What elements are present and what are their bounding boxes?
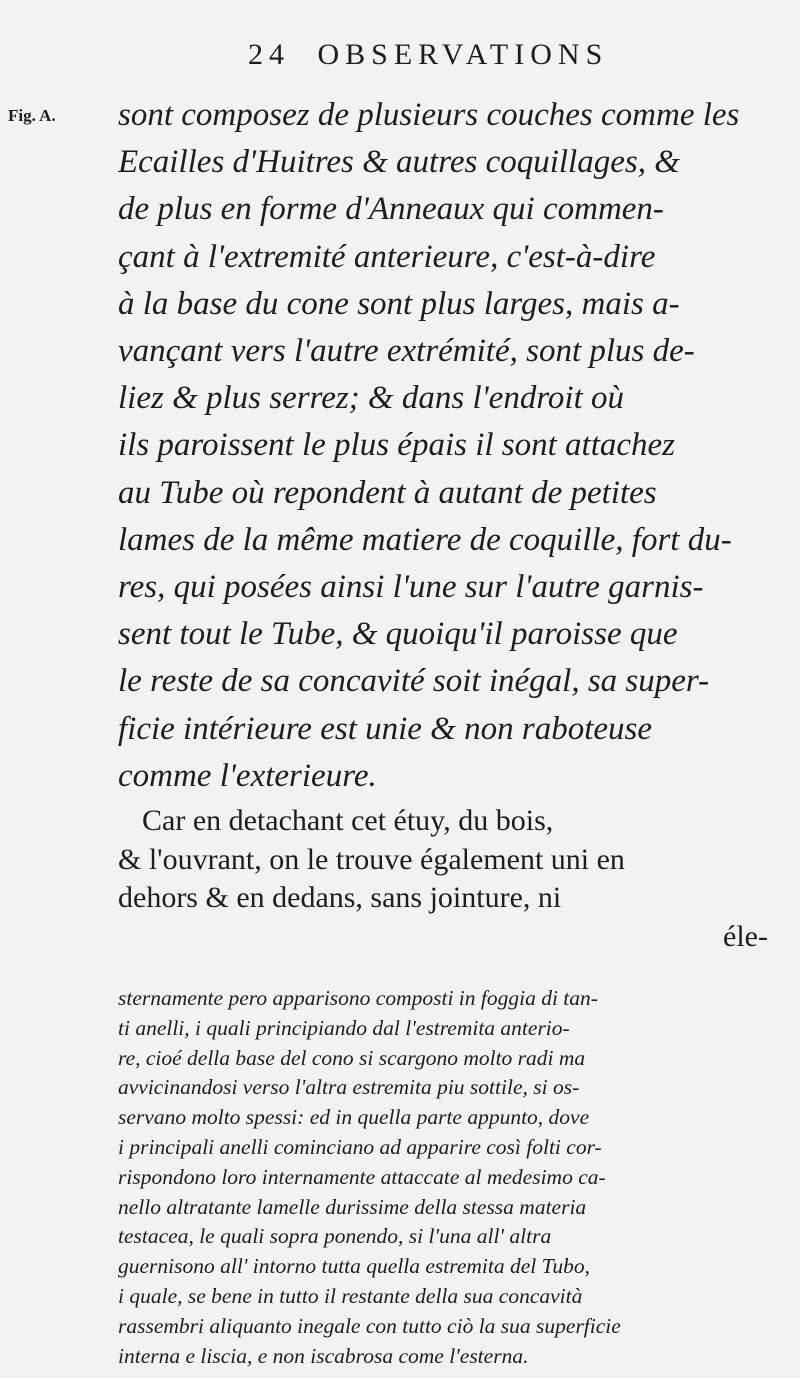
page-number: 24 <box>248 38 290 71</box>
figure-reference: Fig. A. <box>8 106 56 125</box>
text-line: sent tout le Tube, & quoiqu'il paroisse que <box>118 616 678 653</box>
text-line: rassembri aliquanto inegale con tutto ciò la sua superficie <box>118 1313 621 1338</box>
text-line: de plus en forme d'Anneaux qui commen- <box>118 191 664 228</box>
text-line: ils paroissent le plus épais il sont attachez <box>118 427 676 464</box>
text-line: le reste de sa concavité soit inégal, sa super- <box>118 663 710 700</box>
french-roman-paragraph <box>118 802 778 956</box>
text-line: rispondono loro internamente attaccate al medesimo ca- <box>118 1164 606 1189</box>
text-line: re, cioé della base del cono si scargono molto radi ma <box>118 1045 586 1070</box>
text-line: interna e liscia, e non iscabrosa come l'esterna. <box>118 1343 529 1368</box>
catchword: éle- <box>723 919 768 953</box>
text-line: testacea, le quali sopra ponendo, si l'una all' altra <box>118 1224 552 1249</box>
text-line: lames de la même matiere de coquille, fort du- <box>118 521 732 558</box>
text-line: ficie intérieure est unie & non raboteuse <box>118 710 652 747</box>
text-line: au Tube où repondent à autant de petites <box>118 474 657 511</box>
text-line: dehors & en dedans, sans jointure, ni <box>118 881 562 914</box>
text-line: çant à l'extremité anterieure, c'est-à-dire <box>118 238 656 275</box>
running-header <box>248 38 608 72</box>
text-line: Car en detachant cet étuy, du bois, <box>142 804 554 837</box>
italian-footnote <box>118 984 780 1371</box>
text-line: liez & plus serrez; & dans l'endroit où <box>118 380 625 417</box>
running-title: OBSERVATIONS <box>317 38 609 71</box>
text-line: sont composez de plusieurs couches comme les <box>118 97 740 133</box>
text-line: i principali anelli cominciano ad apparire così folti cor- <box>118 1134 602 1159</box>
text-line: guernisono all' intorno tutta quella estremita del Tubo, <box>118 1254 591 1279</box>
text-line: & l'ouvrant, on le trouve également uni en <box>118 842 625 876</box>
text-line: ti anelli, i quali principiando dal l'estremita anterio- <box>118 1015 570 1040</box>
french-italic-paragraph <box>118 92 778 800</box>
text-line: res, qui posées ainsi l'une sur l'autre garnis- <box>118 569 704 606</box>
text-line: comme l'exterieure. <box>118 757 377 794</box>
text-line: Ecailles d'Huitres & autres coquillages, & <box>118 144 680 181</box>
text-line: vançant vers l'autre extrémité, sont plus de- <box>118 333 695 370</box>
text-line: à la base du cone sont plus larges, mais a- <box>118 285 680 322</box>
text-line: nello altratante lamelle durissime della stessa materia <box>118 1194 587 1219</box>
text-line: sternamente pero apparisono composti in foggia di tan- <box>118 986 598 1010</box>
text-line: avvicinandosi verso l'altra estremita piu sottile, si os- <box>118 1075 580 1100</box>
text-line: i quale, se bene in tutto il restante della sua concavità <box>118 1283 583 1308</box>
text-line: servano molto spessi: ed in quella parte appunto, dove <box>118 1105 590 1130</box>
